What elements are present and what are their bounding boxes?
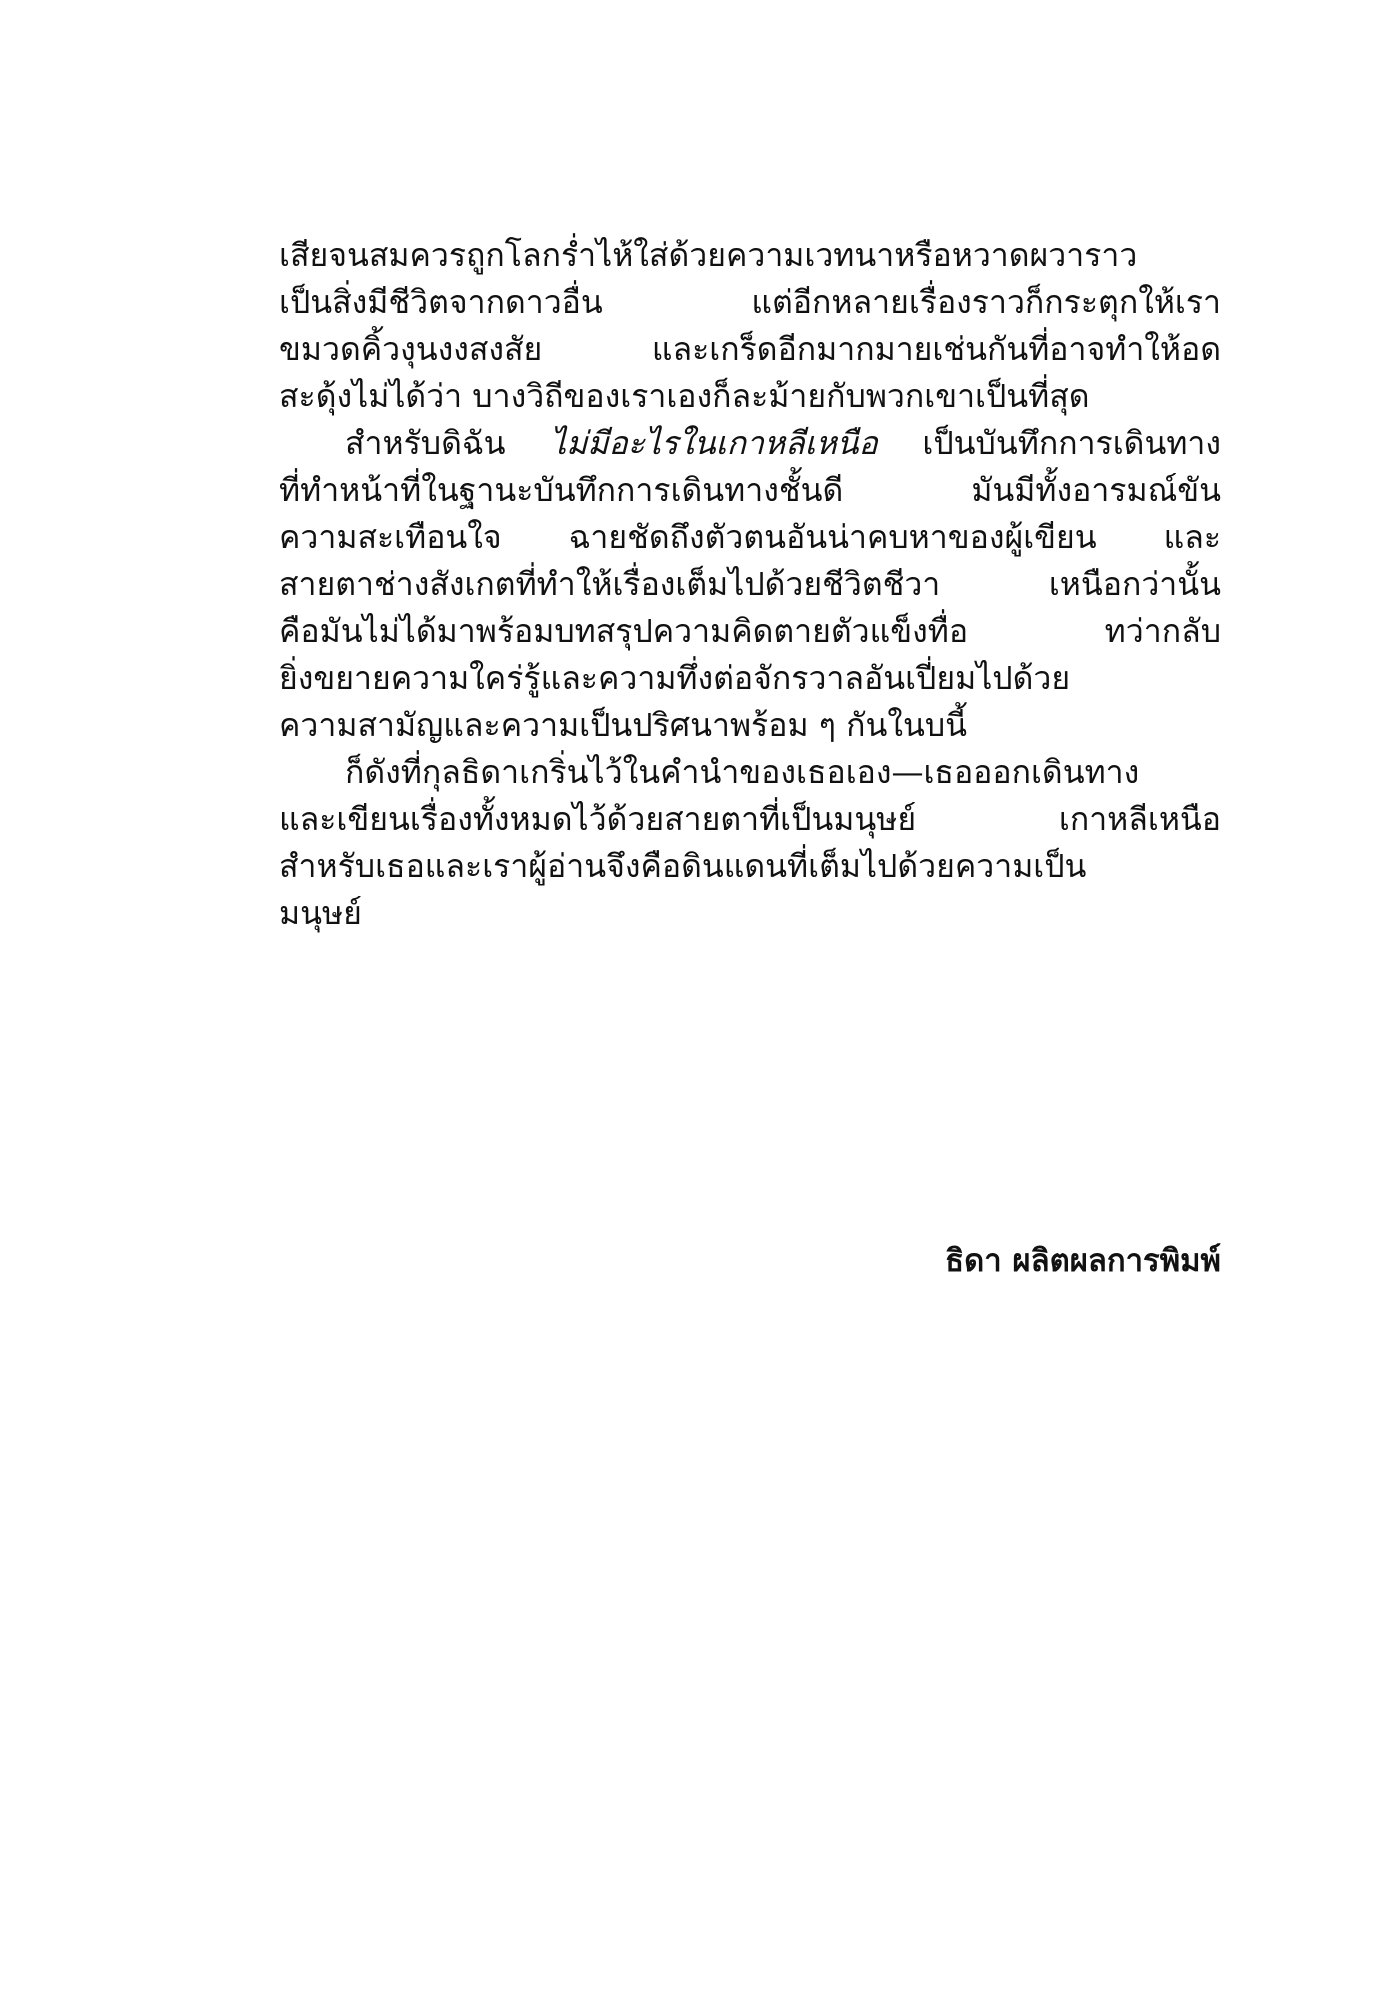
text-line: สายตาช่างสังเกตที่ทำให้เรื่องเต็มไปด้วยชีวิตชีวา เหนือกว่านั้น xyxy=(279,565,1221,603)
text-line: คือมันไม่ได้มาพร้อมบทสรุปความคิดตายตัวแข็งทื่อ ทว่ากลับ xyxy=(279,612,1221,650)
paragraph-start-line xyxy=(279,420,1221,467)
text-segment: สำหรับดิฉัน xyxy=(345,424,551,462)
book-title: ไม่มีอะไรในเกาหลีเหนือ xyxy=(550,424,878,462)
text-line: สะดุ้งไม่ได้ว่า บางวิถีของเราเองก็ละม้ายกับพวกเขาเป็นที่สุด xyxy=(279,377,1090,415)
text-line: ขมวดคิ้วงุนงงสงสัย และเกร็ดอีกมากมายเช่นกันที่อาจทำให้อด xyxy=(279,330,1221,368)
paragraph-start-line: ก็ดังที่กุลธิดาเกริ่นไว้ในคำนำของเธอเอง—เธอออกเดินทาง xyxy=(345,753,1140,791)
text-line: เสียจนสมควรถูกโลกร่ำไห้ใส่ด้วยความเวทนาหรือหวาดผวาราว xyxy=(279,236,1138,274)
text-line: และเขียนเรื่องทั้งหมดไว้ด้วยสายตาที่เป็นมนุษย์ เกาหลีเหนือ xyxy=(279,800,1221,838)
text-line: สำหรับเธอและเราผู้อ่านจึงคือดินแดนที่เต็มไปด้วยความเป็น xyxy=(279,847,1087,885)
publisher-signature: ธิดา ผลิตผลการพิมพ์ xyxy=(945,1243,1221,1279)
text-line: ความสะเทือนใจ ฉายชัดถึงตัวตนอันน่าคบหาของผู้เขียน และ xyxy=(279,518,1221,556)
text-line: ความสามัญและความเป็นปริศนาพร้อม ๆ กันในบนี้ xyxy=(279,706,967,744)
text-line: มนุษย์ xyxy=(279,894,362,932)
text-segment: เป็นบันทึกการเดินทาง xyxy=(877,424,1221,462)
body-text xyxy=(279,232,1221,937)
text-line: เป็นสิ่งมีชีวิตจากดาวอื่น แต่อีกหลายเรื่องราวก็กระตุกให้เรา xyxy=(279,283,1221,321)
text-line: ยิ่งขยายความใคร่รู้และความทึ่งต่อจักรวาลอันเปี่ยมไปด้วย xyxy=(279,659,1071,697)
text-line: ที่ทำหน้าที่ในฐานะบันทึกการเดินทางชั้นดี มันมีทั้งอารมณ์ขัน xyxy=(279,471,1221,509)
